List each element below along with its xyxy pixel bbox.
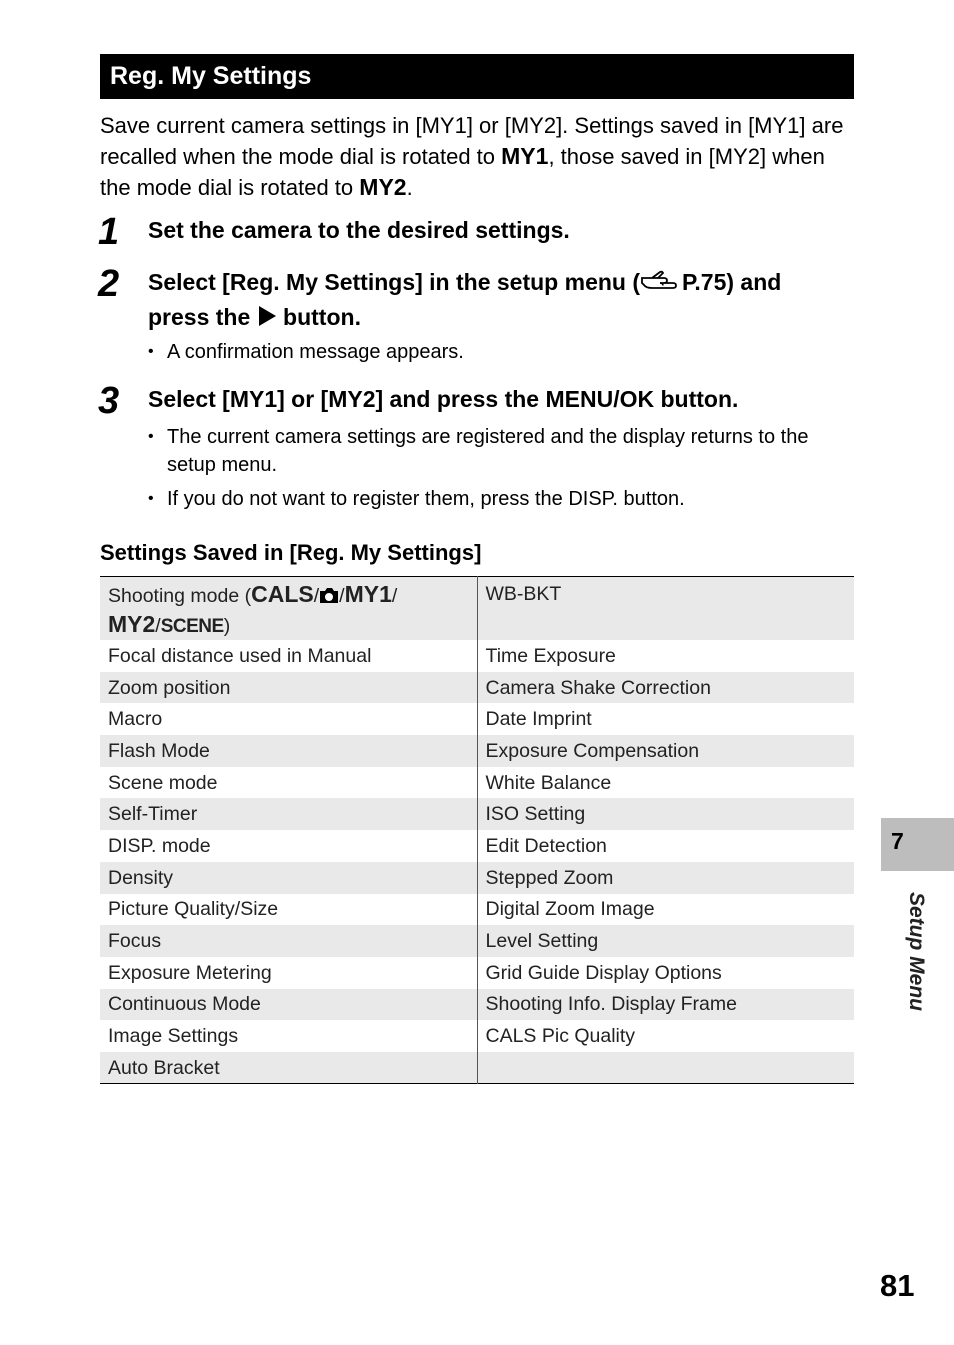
separator: / (313, 585, 320, 607)
section-title-text: Reg. My Settings (110, 62, 312, 90)
table-cell: Edit Detection (485, 834, 607, 857)
table-heading: Settings Saved in [Reg. My Settings] (100, 540, 482, 565)
step-2-text (148, 266, 848, 335)
table-row (100, 862, 854, 894)
settings-table (100, 576, 854, 1084)
table-row (100, 735, 854, 767)
table-row (100, 798, 854, 830)
table-row (100, 830, 854, 862)
table-cell: Exposure Compensation (477, 735, 854, 767)
hand-pointer-icon (640, 269, 682, 301)
table-row (100, 767, 854, 799)
table-row (100, 1020, 854, 1052)
mode-my2-label: MY2 (108, 611, 156, 637)
table-cell: Scene mode (100, 767, 477, 799)
step-3-bullet-2: • If you do not want to register them, press the DISP. button. (148, 485, 854, 513)
shooting-mode-suffix: ) (223, 615, 231, 637)
table-cell: Focus (100, 925, 477, 957)
mode-scene-label: SCENE (160, 616, 224, 637)
table-cell (477, 1052, 854, 1084)
intro-text-1: Save current camera settings in [MY1] or [MY2]. Settings saved in [MY1] are recalled when the mode dial is rotated to (100, 113, 844, 169)
intro-paragraph (100, 110, 860, 203)
page-number: 81 (880, 1268, 915, 1303)
intro-text-3: . (406, 175, 413, 200)
step-1-text: Set the camera to the desired settings. (148, 217, 570, 243)
step-2-text-c: button. (283, 304, 361, 330)
table-row (100, 577, 854, 641)
table-cell: Digital Zoom Image (485, 898, 655, 921)
table-cell: Grid Guide Display Options (485, 961, 722, 984)
table-cell: ISO Setting (477, 798, 854, 830)
table-row (100, 989, 854, 1021)
step-2-page-ref: P.75) and (682, 269, 782, 295)
mode-my2-label: MY2 (359, 174, 407, 200)
table-cell: DISP. mode (100, 830, 477, 862)
table-row (100, 894, 854, 926)
section-title (100, 54, 854, 99)
chapter-label: Setup Menu (905, 892, 928, 1011)
table-cell: WB-BKT (477, 577, 854, 641)
shooting-mode-label: Shooting mode ( (108, 585, 252, 607)
intro-text-2: , those saved in [MY2] when the mode dial is rotated to (100, 144, 825, 200)
table-cell: Image Settings (100, 1020, 477, 1052)
separator: / (155, 615, 161, 637)
table-cell: Date Imprint (485, 708, 592, 731)
table-cell: Stepped Zoom (477, 862, 854, 894)
step-2-text-a: Select [Reg. My Settings] in the setup menu ( (148, 269, 641, 295)
table-cell (100, 577, 477, 641)
table-cell: Auto Bracket (100, 1052, 477, 1084)
table-cell: Zoom position (100, 672, 477, 704)
right-triangle-icon (257, 303, 277, 335)
table-cell: White Balance (485, 771, 612, 794)
table-cell: Shooting Info. Display Frame (477, 989, 854, 1021)
mode-cals-label: CALS (251, 581, 314, 607)
step-3-number: 3 (98, 380, 120, 422)
table-cell: Camera Shake Correction (477, 672, 854, 704)
step-3-text: Select [MY1] or [MY2] and press the MENU/OK button. (148, 386, 739, 412)
table-row (100, 925, 854, 957)
table-cell: Level Setting (477, 925, 854, 957)
table-cell: Density (100, 862, 477, 894)
step-1-number: 1 (98, 211, 120, 253)
table-cell: CALS Pic Quality (485, 1025, 636, 1048)
separator: / (391, 585, 398, 607)
chapter-number: 7 (891, 828, 904, 854)
table-cell: Exposure Metering (100, 957, 477, 989)
mode-my1-label: MY1 (501, 143, 549, 169)
table-cell: Macro (100, 703, 477, 735)
table-row (100, 957, 854, 989)
table-cell: Flash Mode (100, 735, 477, 767)
mode-my1-label: MY1 (344, 581, 392, 607)
table-row (100, 672, 854, 704)
camera-icon (319, 585, 339, 611)
table-row (100, 1052, 854, 1084)
separator: / (339, 585, 345, 607)
step-2-text-b: press the (148, 304, 251, 330)
table-cell: Continuous Mode (100, 989, 477, 1021)
table-cell: Time Exposure (485, 644, 616, 667)
chapter-tab (881, 818, 954, 871)
table-cell: Focal distance used in Manual (100, 640, 477, 672)
step-3-bullet-1: • The current camera settings are registered and the display returns to the setup menu. (148, 423, 854, 479)
step-2-bullet: • A confirmation message appears. (148, 338, 854, 366)
table-cell: Self-Timer (100, 798, 477, 830)
step-2-number: 2 (98, 263, 120, 305)
table-cell: Picture Quality/Size (100, 894, 477, 926)
table-row (100, 640, 854, 672)
table-row (100, 703, 854, 735)
